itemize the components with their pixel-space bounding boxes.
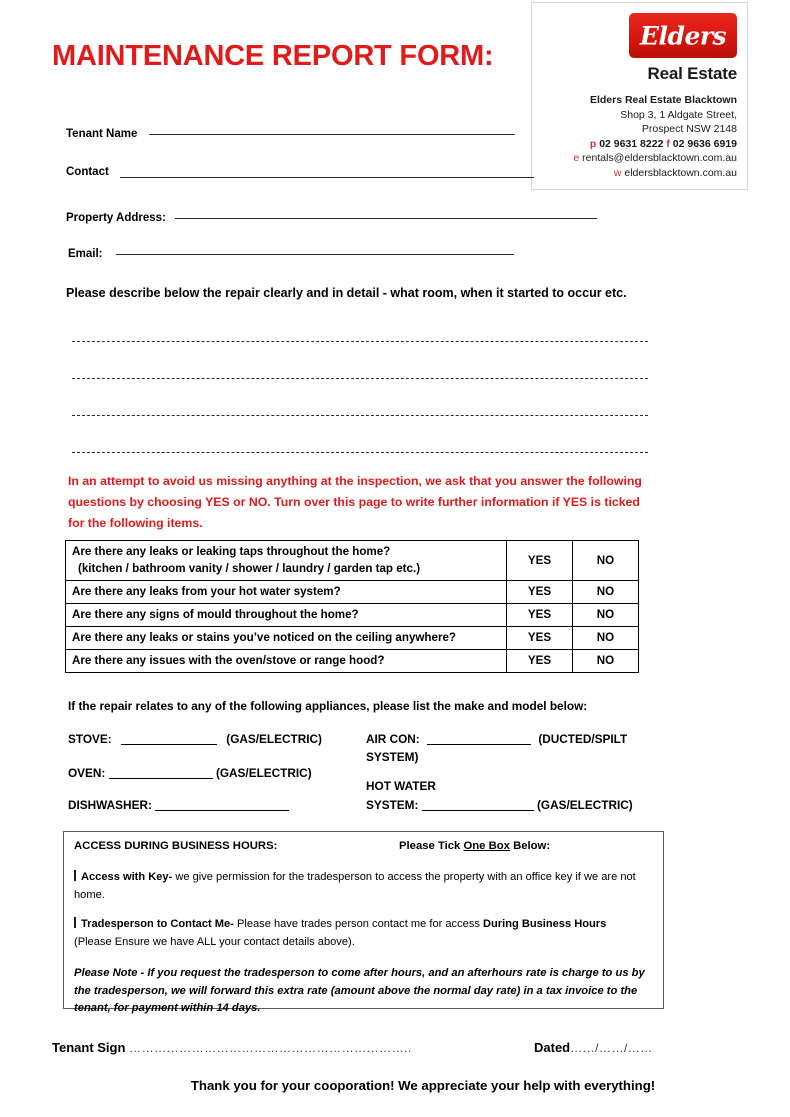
office-phone: 02 9631 8222 (599, 137, 664, 150)
checkbox-icon[interactable] (74, 870, 80, 881)
tick-instruction-post: Below: (509, 840, 551, 852)
afterhours-rate-note: Please Note - If you request the tradesperson to come after hours, and an afterhours rate is charge to us by the tradesperson, we will forward this extra rate (amount above the normal day rate) in a tax invoice to the tenant, for payment within 14 days. (74, 967, 645, 1014)
office-phone-fax-line (538, 137, 737, 152)
table-row (66, 604, 639, 627)
email-prefix: e (573, 152, 580, 164)
oven-field-row (68, 764, 312, 783)
tradesperson-contact-label: Tradesperson to Contact Me- (81, 918, 234, 930)
stove-input[interactable] (121, 733, 217, 745)
yes-option[interactable]: YES (507, 650, 573, 673)
yes-option[interactable]: YES (507, 627, 573, 650)
stove-suffix: (GAS/ELECTRIC) (226, 732, 322, 746)
tick-instruction-underline: One Box (463, 840, 510, 852)
email-input[interactable] (116, 244, 514, 255)
question-cell: Are there any issues with the oven/stove or range hood? (66, 650, 507, 673)
access-during-business-hours-box (63, 831, 664, 1014)
access-with-key-label: Access with Key- (81, 871, 173, 883)
aircon-suffix-line2: SYSTEM) (366, 750, 419, 764)
dated-input[interactable]: ……/……/…… (570, 1041, 653, 1055)
property-address-field-row (66, 208, 597, 224)
access-with-key-option[interactable] (74, 869, 653, 904)
office-contact-block (538, 93, 737, 180)
office-company-name: Elders Real Estate Blacktown (589, 94, 737, 106)
property-address-input[interactable] (175, 208, 597, 219)
table-row (66, 541, 639, 581)
hot-water-field-row (366, 796, 633, 815)
question-cell: Are there any signs of mould throughout the home? (66, 604, 507, 627)
table-row (66, 627, 639, 650)
dishwasher-label: DISHWASHER: (68, 798, 152, 812)
tradesperson-contact-option[interactable] (74, 916, 653, 951)
dishwasher-input[interactable] (155, 799, 289, 811)
aircon-label: AIR CON: (366, 732, 420, 746)
appliances-intro: If the repair relates to any of the following appliances, please list the make and model below: (68, 699, 588, 713)
describe-prompt: Please describe below the repair clearly and in detail - what room, when it started to occur etc. (66, 286, 627, 300)
yes-no-instruction-note: In an attempt to avoid us missing anything at the inspection, we ask that you answer the following questions by choosing YES or NO. Turn over this page to write further information if YES is ticked for the following items. (68, 474, 642, 530)
office-fax: 02 9636 6919 (672, 137, 737, 150)
question-cell (66, 541, 507, 581)
property-address-label: Property Address: (66, 212, 166, 224)
office-address-line-1: Shop 3, 1 Aldgate Street, (620, 108, 737, 121)
aircon-input[interactable] (427, 733, 531, 745)
fax-prefix: f (666, 137, 670, 150)
during-business-hours-emphasis: During Business Hours (483, 918, 607, 930)
tenant-name-label: Tenant Name (66, 128, 138, 140)
dated-label: Dated (534, 1040, 571, 1055)
table-row (66, 581, 639, 604)
access-heading: ACCESS DURING BUSINESS HOURS: (74, 840, 278, 852)
no-option[interactable]: NO (573, 581, 639, 604)
tick-instruction-pre: Please Tick (399, 840, 464, 852)
stove-label: STOVE: (68, 732, 112, 746)
office-address-line-2: Prospect NSW 2148 (641, 123, 737, 135)
question-cell: Are there any leaks or stains you’ve noticed on the ceiling anywhere? (66, 627, 507, 650)
contact-label: Contact (66, 166, 109, 178)
tradesperson-contact-subtext: (Please Ensure we have ALL your contact details above). (74, 935, 355, 948)
aircon-suffix: (DUCTED/SPILT (538, 732, 628, 746)
no-option[interactable]: NO (573, 541, 639, 581)
hot-water-label: SYSTEM: (366, 798, 419, 812)
tenant-sign-input[interactable]: ………………………………………………………….. (129, 1041, 412, 1055)
yes-option[interactable]: YES (507, 541, 573, 581)
email-field-row (68, 244, 514, 260)
tenant-sign-label: Tenant Sign (52, 1040, 126, 1055)
question-cell: Are there any leaks from your hot water system? (66, 581, 507, 604)
inspection-questions-table (65, 540, 639, 673)
tradesperson-contact-text: Please have trades person contact me for access (233, 918, 483, 930)
signature-row (52, 1040, 692, 1055)
footer-thanks-message: Thank you for your cooporation! We appreciate your help with everything! (190, 1078, 656, 1093)
elders-logo-badge (629, 13, 737, 58)
question-text: Are there any leaks or leaking taps throughout the home? (72, 545, 391, 558)
elders-logo-panel (531, 2, 748, 190)
email-label: Email: (68, 248, 103, 260)
no-option[interactable]: NO (573, 627, 639, 650)
description-line-2[interactable] (72, 378, 648, 379)
description-line-3[interactable] (72, 415, 648, 416)
contact-field-row (66, 166, 534, 178)
dated-field (534, 1040, 653, 1055)
dishwasher-field-row (68, 796, 289, 815)
hot-water-label-line1: HOT WATER (366, 779, 436, 793)
oven-input[interactable] (109, 767, 213, 779)
hot-water-suffix: (GAS/ELECTRIC) (537, 798, 633, 812)
access-with-key-text: we give permission for the tradesperson to access the property with an office key if we are not home. (74, 871, 636, 901)
office-web-line (538, 166, 737, 181)
phone-prefix: p (589, 137, 597, 150)
aircon-field-row (366, 730, 627, 749)
contact-input[interactable] (120, 167, 534, 178)
web-prefix: w (613, 166, 622, 179)
no-option[interactable]: NO (573, 650, 639, 673)
office-email: rentals@eldersblacktown.com.au (582, 152, 737, 164)
table-row (66, 650, 639, 673)
stove-field-row (68, 730, 322, 749)
logo-tagline: Real Estate (647, 64, 737, 83)
no-option[interactable]: NO (573, 604, 639, 627)
yes-option[interactable]: YES (507, 604, 573, 627)
tick-instruction (399, 840, 550, 852)
office-website: eldersblacktown.com.au (624, 166, 737, 179)
tenant-name-input[interactable] (149, 124, 515, 135)
oven-label: OVEN: (68, 766, 106, 780)
description-line-4[interactable] (72, 452, 648, 453)
tenant-name-field-row (66, 124, 515, 140)
description-line-1[interactable] (72, 341, 648, 342)
checkbox-icon[interactable] (74, 917, 80, 928)
office-email-line (538, 151, 737, 166)
elders-wordmark: Elders (639, 21, 727, 50)
question-subtext: (kitchen / bathroom vanity / shower / laundry / garden tap etc.) (78, 562, 421, 575)
hot-water-input[interactable] (422, 799, 534, 811)
page-title: MAINTENANCE REPORT FORM: (52, 40, 494, 72)
access-box-header (74, 840, 653, 856)
yes-option[interactable]: YES (507, 581, 573, 604)
oven-suffix: (GAS/ELECTRIC) (215, 766, 312, 780)
